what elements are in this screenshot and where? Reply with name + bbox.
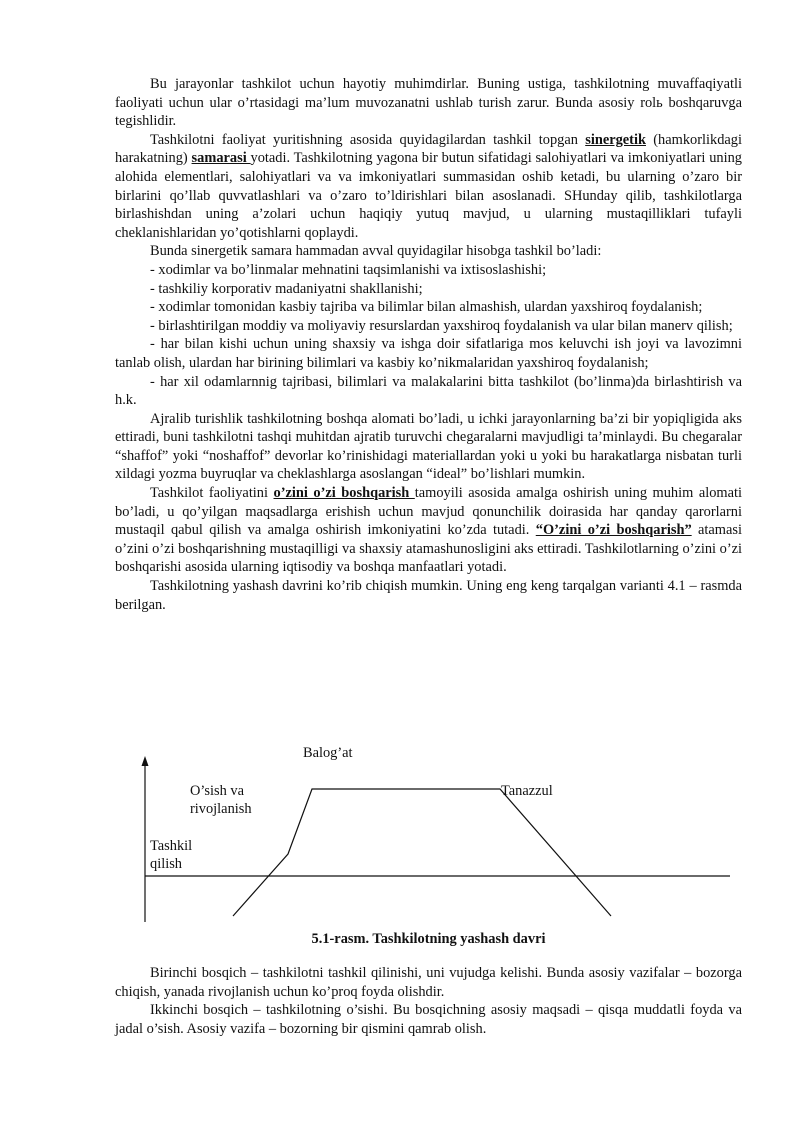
paragraph (115, 1001, 742, 1038)
paragraph (115, 410, 742, 484)
paragraph-text: tamoyili asosida amalga oshirish uning muhim alomati bo’ladi, u qo’yilgan maqsadlarga erishish uchun mavjud qonunchilik doirasida har qanday qarorlarni mustaqil qabul qilish va amalga oshirish imkoniyatini ko’zda tutadi. (115, 485, 742, 539)
label-decline: Tanazzul (501, 783, 553, 799)
emphasized-term: “O’zini o’zi boshqarish” (535, 522, 692, 539)
label-growth-line2: rivojlanish (190, 801, 252, 817)
paragraph-text: Tashkilotning yashash davrini ko’rib chiqish mumkin. Uning eng keng tarqalgan varianti 4.1 – rasmda berilgan. (115, 578, 742, 613)
paragraph-text: Ajralib turishlik tashkilotning boshqa alomati bo’ladi, u ichki jarayonlarning ba’zi bir yopiqligida aks ettiradi, buni tashkilotni tashqi muhitdan ajratib turuvchi chegaralarni mavjudligi ta’minlaydi. Bu chegaralar “shaffof” yoki “noshaffof” devorlar ko’rinishidagi materiallardan yoki u yoki bu harakatlarga nisbatan turli xildagi yozma buyruqlar va cheklashlarga asoslangan “ideal” bo’lishlari mumkin. (115, 410, 742, 483)
paragraph-text: Birinchi bosqich – tashkilotni tashkil qilinishi, uni vujudga kelishi. Bunda asosiy vazifalar – bozorga chiqish, yanada rivojlanish uchun ko’proq foyda olishdir. (115, 965, 742, 1000)
life-cycle-diagram (115, 742, 742, 922)
paragraph (115, 964, 742, 1001)
paragraph-text: Bunda sinergetik samara hammadan avval quyidagilar hisobga tashkil bo’ladi: (150, 243, 602, 260)
paragraph (115, 131, 742, 243)
paragraph-text: - birlashtirilgan moddiy va moliyaviy resurslardan yaxshiroq foydalanish va ular bilan manerv qilish; (150, 317, 733, 334)
paragraph-text: Ikkinchi bosqich – tashkilotning o’sishi. Bu bosqichning asosiy maqsadi – qisqa muddatli foyda va jadal o’sish. Asosiy vazifa – bozorning bir qismini qamrab olish. (115, 1002, 742, 1037)
life-cycle-curve (233, 789, 611, 916)
paragraph (115, 280, 742, 299)
paragraph-text: - xodimlar va bo’linmalar mehnatini taqsimlanishi va ixtisoslashishi; (150, 261, 547, 278)
paragraph-text: - har bilan kishi uchun uning shaxsiy va ishga doir sifatlariga mos keluvchi ish joyi va lavozimni tanlab olish, ulardan har birining bilimlari va kasbiy ko’nikmalaridan yaxshiroq foydalanish; (115, 336, 742, 371)
life-cycle-figure (115, 742, 742, 922)
paragraph (115, 298, 742, 317)
paragraph-text: atamasi o’zini o’zi boshqarishning mustaqilligi va shaxsiy atamashunosligini aks ettiradi. Tashkilotlarning o’zini o’zi boshqarishi asosida ularning iqtisodiy va boshqa manfaatlari yotadi. (115, 522, 743, 576)
paragraph-text: Tashkilot faoliyatini (150, 485, 274, 502)
emphasized-term: sinergetik (585, 131, 646, 148)
label-founding-line2: qilish (150, 856, 182, 872)
paragraph (115, 373, 742, 410)
paragraph-text: - har xil odamlarnnig tajribasi, bilimlari va malakalarini bitta tashkilot (bo’linma)da birlashtirish va h.k. (115, 373, 742, 409)
paragraph (115, 75, 742, 131)
paragraph-text: (hamkorlikdagi harakatning) (115, 131, 742, 167)
paragraph (115, 261, 742, 280)
emphasized-term: o’zini o’zi boshqarish (273, 485, 415, 502)
paragraph (115, 335, 742, 372)
label-maturity: Balog’at (303, 745, 353, 761)
paragraph (115, 484, 742, 577)
paragraph-text: Bu jarayonlar tashkilot uchun hayotiy muhimdirlar. Buning ustiga, tashkilotning muvaffaqiyatli faoliyati uchun ular o’rtasidagi ma’lum muvozanatni ushlab turish zarur. Bunda asosiy rolь boshqaruvga tegishlidir. (115, 76, 742, 130)
body-text-top (115, 75, 742, 614)
paragraph (115, 242, 742, 261)
paragraph (115, 577, 742, 614)
emphasized-term: samarasi (191, 150, 251, 167)
label-growth-line1: O’sish va (190, 783, 244, 799)
paragraph (115, 317, 742, 336)
paragraph-text: - tashkiliy korporativ madaniyatni shakllanishi; (150, 280, 423, 297)
paragraph-text: - xodimlar tomonidan kasbiy tajriba va bilimlar bilan almashish, ulardan yaxshiroq foydalanish; (150, 299, 703, 316)
label-founding-line1: Tashkil (150, 838, 193, 854)
paragraph-text: Tashkilotni faoliyat yuritishning asosida quyidagilardan tashkil topgan (150, 131, 586, 148)
y-axis-arrowhead (142, 756, 149, 766)
paragraph-text: yotadi. Tashkilotning yagona bir butun sifatidagi salohiyatlari va imkoniyatlari uning alohida elementlari, salohiyatlari va va imkoniyatlari summasidan oshib ketadi, bu ularning o’zaro bir birlarini qo’llab quvvatlashlari va o’zaro to’ldirishlari bilan asoslanadi. SHunday qilib, tashkilotlarga birlashishdan uning a’zolari uchun haqiqiy yutuq mavjud, u ularning mustaqilliklari tufayli cheklanishlaridan yo’qotishlarni qoplaydi. (115, 150, 742, 241)
body-text-bottom (115, 964, 742, 1038)
figure-caption: 5.1-rasm. Tashkilotning yashash davri (311, 931, 546, 947)
